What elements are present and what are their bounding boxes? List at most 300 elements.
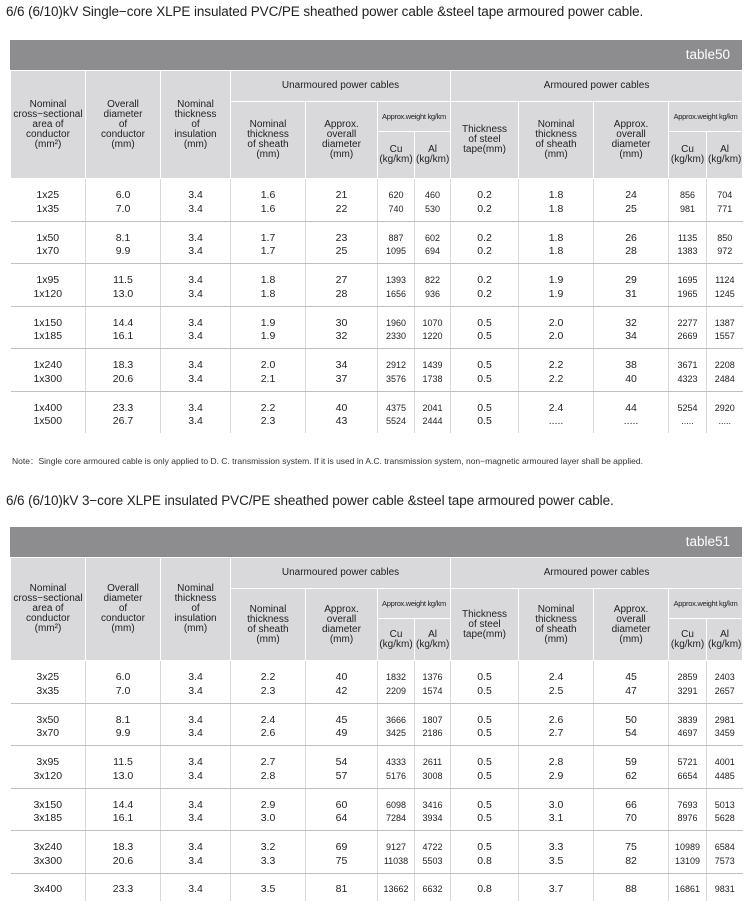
table-cell: 0.5 — [451, 770, 519, 789]
table-cell: 2.6 — [231, 727, 306, 746]
table-cell: 3.4 — [161, 221, 231, 245]
table-cell: 3.4 — [161, 685, 231, 704]
header-al: Al (kg/km) — [415, 619, 451, 661]
table-cell: 3459 — [707, 727, 743, 746]
table-cell: 57 — [306, 770, 378, 789]
table-cell: 1832 — [378, 661, 415, 685]
table-cell: 2208 — [707, 349, 743, 373]
header-nominal-insulation: Nominal thickness of insulation (mm) — [161, 71, 231, 179]
header-approx-weight: Approx.weight kg/km — [378, 102, 451, 132]
table-cell: 1383 — [669, 245, 707, 264]
table-row — [11, 264, 743, 288]
table-cell: 6584 — [707, 831, 743, 855]
table-cell: 3.7 — [519, 873, 594, 901]
table-cell: 9.9 — [86, 727, 161, 746]
table-cell: 14.4 — [86, 306, 161, 330]
table-cell: 3.4 — [161, 306, 231, 330]
table-cell: 740 — [378, 203, 415, 222]
table-cell: 3x300 — [11, 855, 86, 874]
table-cell: 70 — [594, 812, 669, 831]
table-cell: 2657 — [707, 685, 743, 704]
table-cell: 3x185 — [11, 812, 86, 831]
table-cell: 0.5 — [451, 661, 519, 685]
table-cell: 3.4 — [161, 203, 231, 222]
table-cell: 47 — [594, 685, 669, 704]
table-cell: 2277 — [669, 306, 707, 330]
table-cell: 66 — [594, 788, 669, 812]
table-cell: 3x150 — [33, 798, 63, 811]
table-row — [11, 373, 743, 392]
table-cell: 0.5 — [451, 831, 519, 855]
table-cell: 4333 — [378, 746, 415, 770]
header-unarmoured: Unarmoured power cables — [231, 558, 451, 589]
table-cell: 16.1 — [86, 812, 161, 831]
table-cell: 31 — [594, 288, 669, 307]
table-cell: 11.5 — [86, 264, 161, 288]
table-cell: 1.6 — [231, 203, 306, 222]
table-row — [11, 179, 743, 203]
table-cell: 3.4 — [161, 179, 231, 203]
header-armoured-diameter: Approx. overall diameter (mm) — [594, 589, 669, 661]
table-cell: 11038 — [378, 855, 415, 874]
table-cell: 6632 — [415, 873, 451, 901]
table-cell: 2041 — [415, 391, 451, 415]
header-nominal-area: Nominal cross−sectional area of conductor (mm²) — [11, 71, 86, 179]
table-cell: 1070 — [415, 306, 451, 330]
table-cell: 1695 — [669, 264, 707, 288]
table-cell: 1.8 — [519, 203, 594, 222]
table-cell: 1x400 — [33, 401, 63, 414]
table-cell: 5503 — [415, 855, 451, 874]
table-cell: 1656 — [378, 288, 415, 307]
table-cell: 3.4 — [161, 746, 231, 770]
table-cell: 22 — [306, 203, 378, 222]
table-cell: 2.0 — [519, 306, 594, 330]
header-armoured-cu: Cu (kg/km) — [669, 619, 707, 661]
table-cell: 5721 — [669, 746, 707, 770]
table-cell: 1x240 — [33, 359, 63, 372]
table-cell: 75 — [306, 855, 378, 874]
table-cell: 60 — [306, 788, 378, 812]
table-row — [11, 415, 743, 433]
table-cell: 2.7 — [231, 746, 306, 770]
table-row — [11, 703, 743, 727]
table-cell: 13109 — [669, 855, 707, 874]
table-cell: 2.4 — [519, 661, 594, 685]
table-cell: 3x50 — [36, 713, 60, 726]
table-cell: 530 — [415, 203, 451, 222]
table-cell: 3.4 — [161, 391, 231, 415]
table-cell: 1574 — [415, 685, 451, 704]
table-cell: 30 — [306, 306, 378, 330]
table-cell: 0.5 — [451, 685, 519, 704]
table-cell: 2403 — [707, 661, 743, 685]
table-row — [11, 288, 743, 307]
table-cell: 14.4 — [86, 788, 161, 812]
table-cell: 3.4 — [161, 703, 231, 727]
table-cell: 3.2 — [231, 831, 306, 855]
table-cell: 37 — [306, 373, 378, 392]
table-cell: 34 — [306, 349, 378, 373]
table-cell: 3839 — [669, 703, 707, 727]
table-cell: 3.4 — [161, 288, 231, 307]
table-cell: 704 — [707, 179, 743, 203]
table-cell: 45 — [594, 661, 669, 685]
table-cell: 2611 — [415, 746, 451, 770]
table-cell: 54 — [306, 746, 378, 770]
table-cell: 44 — [594, 391, 669, 415]
table-cell: 6.0 — [86, 179, 161, 203]
table-cell: 1965 — [669, 288, 707, 307]
table-cell: 2.6 — [519, 703, 594, 727]
table-cell: 25 — [306, 245, 378, 264]
table-cell: 3x400 — [33, 882, 63, 895]
table-cell: 88 — [594, 873, 669, 901]
table-cell: 1960 — [378, 306, 415, 330]
table-cell: 7573 — [707, 855, 743, 874]
table-cell: 75 — [594, 831, 669, 855]
table-row — [11, 812, 743, 831]
table50-note: Note：Single core armoured cable is only applied to D. C. transmission system. If it is used in A.C. transmission system, non−magnetic armoured layer shall be applied. — [12, 456, 643, 466]
table-cell: 0.2 — [451, 245, 519, 264]
table-cell: 7.0 — [86, 685, 161, 704]
table51-title: 6/6 (6/10)kV 3−core XLPE insulated PVC/PE sheathed power cable &steel tape armoured power cable. — [6, 493, 614, 508]
table-cell: 1245 — [707, 288, 743, 307]
table-cell: 2.2 — [231, 661, 306, 685]
table-cell: 23.3 — [86, 391, 161, 415]
table-cell: 59 — [594, 746, 669, 770]
table-cell: 0.5 — [451, 788, 519, 812]
table-cell: 9127 — [378, 831, 415, 855]
table-cell: 49 — [306, 727, 378, 746]
table-cell: 9.9 — [86, 245, 161, 264]
table-cell: 43 — [306, 415, 378, 433]
table-cell: 40 — [306, 661, 378, 685]
table-cell: 3.5 — [519, 855, 594, 874]
table-cell: 4375 — [378, 391, 415, 415]
table-cell: 3416 — [415, 788, 451, 812]
table-cell: 0.5 — [451, 812, 519, 831]
table-cell: 2209 — [378, 685, 415, 704]
table-cell: 0.5 — [451, 391, 519, 415]
table-cell: 3008 — [415, 770, 451, 789]
table-cell: 3.4 — [161, 661, 231, 685]
table-cell: 1.6 — [231, 179, 306, 203]
table51 — [10, 557, 743, 901]
table-cell: 29 — [594, 264, 669, 288]
header-overall-diameter: Overall diameter of conductor (mm) — [86, 71, 161, 179]
table-cell: 11.5 — [86, 746, 161, 770]
table-cell: 3.4 — [161, 788, 231, 812]
table-cell: 4722 — [415, 831, 451, 855]
table-cell: 4323 — [669, 373, 707, 392]
table-row — [11, 661, 743, 685]
table-cell: 0.5 — [451, 373, 519, 392]
table50-label-bar — [10, 40, 742, 70]
table-cell: 0.5 — [451, 415, 519, 433]
table-cell: 2981 — [707, 703, 743, 727]
table50-title: 6/6 (6/10)kV Single−core XLPE insulated PVC/PE sheathed power cable &steel tape armoured power cable. — [6, 4, 644, 19]
table-cell: 3.4 — [161, 770, 231, 789]
table51-label: table51 — [685, 534, 730, 549]
table-cell: 2.5 — [519, 685, 594, 704]
table-cell: 3.4 — [161, 727, 231, 746]
table-cell: 62 — [594, 770, 669, 789]
table-cell: ..... — [519, 415, 594, 433]
table-cell: 3934 — [415, 812, 451, 831]
table-cell: 6.0 — [86, 661, 161, 685]
table-cell: ..... — [594, 415, 669, 433]
table-cell: 0.8 — [451, 873, 519, 901]
table-cell: 1.7 — [231, 221, 306, 245]
table-cell: 0.5 — [451, 349, 519, 373]
table-cell: 2.8 — [519, 746, 594, 770]
table51-label-bar — [10, 527, 742, 557]
table-cell: ..... — [707, 415, 743, 433]
header-unarmoured: Unarmoured power cables — [231, 71, 451, 102]
table-cell: 1.9 — [519, 288, 594, 307]
header-armoured: Armoured power cables — [451, 71, 743, 102]
table-cell: 5524 — [378, 415, 415, 433]
table-cell: 10989 — [669, 831, 707, 855]
table-cell: 3.4 — [161, 873, 231, 901]
table-cell: 1393 — [378, 264, 415, 288]
table-cell: 3x120 — [11, 770, 86, 789]
table-cell: 1x185 — [11, 330, 86, 349]
table-cell: 936 — [415, 288, 451, 307]
table-cell: 0.5 — [451, 330, 519, 349]
table-cell: 1387 — [707, 306, 743, 330]
table-cell: 24 — [594, 179, 669, 203]
table-cell: 8.1 — [86, 703, 161, 727]
table-cell: 1x50 — [36, 231, 60, 244]
table-cell: 3.4 — [161, 812, 231, 831]
header-overall-diameter: Overall diameter of conductor (mm) — [86, 558, 161, 661]
header-approx-diameter: Approx. overall diameter (mm) — [306, 102, 378, 179]
table-cell: 1x95 — [36, 274, 60, 287]
table-cell: 23.3 — [86, 873, 161, 901]
table-cell: 38 — [594, 349, 669, 373]
table-cell: 64 — [306, 812, 378, 831]
table-row — [11, 855, 743, 874]
table-row — [11, 831, 743, 855]
table-cell: 21 — [306, 179, 378, 203]
table-cell: 3x70 — [11, 727, 86, 746]
table-cell: 25 — [594, 203, 669, 222]
table-row — [11, 221, 743, 245]
table-cell: 3x25 — [36, 671, 60, 684]
table-cell: 8.1 — [86, 221, 161, 245]
table-cell: 0.8 — [451, 855, 519, 874]
table-cell: 2.2 — [231, 391, 306, 415]
table-cell: 1220 — [415, 330, 451, 349]
table-cell: 620 — [378, 179, 415, 203]
table-cell: 2.7 — [519, 727, 594, 746]
table-cell: 3291 — [669, 685, 707, 704]
table-cell: 3.4 — [161, 415, 231, 433]
table-cell: 1376 — [415, 661, 451, 685]
table-cell: 2.3 — [231, 415, 306, 433]
table-cell: 0.2 — [451, 288, 519, 307]
table-cell: 0.2 — [451, 264, 519, 288]
table-cell: 2.9 — [519, 770, 594, 789]
table-cell: 1x120 — [11, 288, 86, 307]
header-approx-weight: Approx.weight kg/km — [378, 589, 451, 619]
table-cell: 23 — [306, 221, 378, 245]
table-cell: 1557 — [707, 330, 743, 349]
table-cell: 3.4 — [161, 264, 231, 288]
header-nominal-area: Nominal cross−sectional area of conductor (mm²) — [11, 558, 86, 661]
table-cell: 2920 — [707, 391, 743, 415]
table-row — [11, 746, 743, 770]
header-sheath: Nominal thickness of sheath (mm) — [231, 102, 306, 179]
header-al: Al (kg/km) — [415, 132, 451, 179]
table-cell: 1x150 — [33, 316, 63, 329]
table-cell: 54 — [594, 727, 669, 746]
table-cell: 3.3 — [231, 855, 306, 874]
table-cell: 1x300 — [11, 373, 86, 392]
table-cell: 3666 — [378, 703, 415, 727]
table-cell: 2186 — [415, 727, 451, 746]
table-cell: 1807 — [415, 703, 451, 727]
table-cell: 2669 — [669, 330, 707, 349]
table-cell: 13.0 — [86, 770, 161, 789]
table-cell: 2.4 — [231, 703, 306, 727]
table-cell: 3.5 — [231, 873, 306, 901]
table-cell: 2912 — [378, 349, 415, 373]
table-cell: 2859 — [669, 661, 707, 685]
table-row — [11, 349, 743, 373]
table-cell: 20.6 — [86, 373, 161, 392]
table-cell: 50 — [594, 703, 669, 727]
table-cell: 1.9 — [231, 330, 306, 349]
table-cell: 1.8 — [519, 179, 594, 203]
table-cell: 20.6 — [86, 855, 161, 874]
header-armoured-diameter: Approx. overall diameter (mm) — [594, 102, 669, 179]
table-cell: ..... — [669, 415, 707, 433]
table-cell: 0.5 — [451, 727, 519, 746]
header-steel-tape: Thickness of steel tape(mm) — [451, 589, 519, 661]
table50 — [10, 70, 743, 433]
header-approx-diameter: Approx. overall diameter (mm) — [306, 589, 378, 661]
header-armoured-sheath: Nominal thickness of sheath (mm) — [519, 589, 594, 661]
table-cell: 5254 — [669, 391, 707, 415]
table-cell: 2484 — [707, 373, 743, 392]
table-row — [11, 685, 743, 704]
table-cell: 9831 — [707, 873, 743, 901]
table-cell: 3x35 — [11, 685, 86, 704]
header-steel-tape: Thickness of steel tape(mm) — [451, 102, 519, 179]
table-cell: 3576 — [378, 373, 415, 392]
table-cell: 3.3 — [519, 831, 594, 855]
table-cell: 4485 — [707, 770, 743, 789]
table-cell: 0.2 — [451, 221, 519, 245]
table-cell: 1.8 — [231, 264, 306, 288]
table-cell: 26 — [594, 221, 669, 245]
table-cell: 2.2 — [519, 373, 594, 392]
table-cell: 2.1 — [231, 373, 306, 392]
table-cell: 28 — [594, 245, 669, 264]
table-cell: 2.9 — [231, 788, 306, 812]
table-cell: 5628 — [707, 812, 743, 831]
table-cell: 82 — [594, 855, 669, 874]
table-cell: 3671 — [669, 349, 707, 373]
table-cell: 856 — [669, 179, 707, 203]
table-cell: 34 — [594, 330, 669, 349]
table-row — [11, 306, 743, 330]
header-nominal-insulation: Nominal thickness of insulation (mm) — [161, 558, 231, 661]
table-cell: 6098 — [378, 788, 415, 812]
table-row — [11, 245, 743, 264]
table-cell: 45 — [306, 703, 378, 727]
table-row — [11, 391, 743, 415]
table-cell: 7693 — [669, 788, 707, 812]
table-cell: 81 — [306, 873, 378, 901]
table-cell: 887 — [378, 221, 415, 245]
table-cell: 7.0 — [86, 203, 161, 222]
table-cell: 3.4 — [161, 855, 231, 874]
header-cu: Cu (kg/km) — [378, 132, 415, 179]
header-cu: Cu (kg/km) — [378, 619, 415, 661]
table-cell: 3.4 — [161, 831, 231, 855]
table-cell: 3.4 — [161, 373, 231, 392]
table-cell: 3425 — [378, 727, 415, 746]
table-cell: 972 — [707, 245, 743, 264]
table-row — [11, 873, 743, 901]
table-cell: 28 — [306, 288, 378, 307]
table-cell: 2.4 — [519, 391, 594, 415]
table-cell: 18.3 — [86, 349, 161, 373]
table-cell: 2.2 — [519, 349, 594, 373]
table-cell: 5176 — [378, 770, 415, 789]
table-cell: 981 — [669, 203, 707, 222]
table-cell: 4697 — [669, 727, 707, 746]
table-cell: 1.8 — [231, 288, 306, 307]
table-cell: 32 — [306, 330, 378, 349]
table-cell: 1x25 — [36, 189, 60, 202]
table-row — [11, 727, 743, 746]
table-cell: 771 — [707, 203, 743, 222]
table-row — [11, 788, 743, 812]
header-armoured: Armoured power cables — [451, 558, 743, 589]
table-cell: 16.1 — [86, 330, 161, 349]
table-cell: 1439 — [415, 349, 451, 373]
table-cell: 2.0 — [519, 330, 594, 349]
table-cell: 18.3 — [86, 831, 161, 855]
table-cell: 1.9 — [519, 264, 594, 288]
table-cell: 3.4 — [161, 330, 231, 349]
table-cell: 3.0 — [519, 788, 594, 812]
table50-label: table50 — [685, 47, 730, 62]
table-cell: 40 — [306, 391, 378, 415]
header-armoured-sheath: Nominal thickness of sheath (mm) — [519, 102, 594, 179]
table-cell: 3.4 — [161, 349, 231, 373]
header-armoured-weight: Approx.weight kg/km — [669, 589, 743, 619]
table-cell: 1124 — [707, 264, 743, 288]
table-cell: 27 — [306, 264, 378, 288]
table-cell: 0.5 — [451, 746, 519, 770]
table-cell: 32 — [594, 306, 669, 330]
table-cell: 1095 — [378, 245, 415, 264]
table-cell: 3x95 — [36, 756, 60, 769]
table-cell: 7284 — [378, 812, 415, 831]
table-cell: 42 — [306, 685, 378, 704]
table-cell: 13.0 — [86, 288, 161, 307]
table-cell: 69 — [306, 831, 378, 855]
table-cell: 8976 — [669, 812, 707, 831]
table-cell: 6654 — [669, 770, 707, 789]
table-cell: 1.7 — [231, 245, 306, 264]
